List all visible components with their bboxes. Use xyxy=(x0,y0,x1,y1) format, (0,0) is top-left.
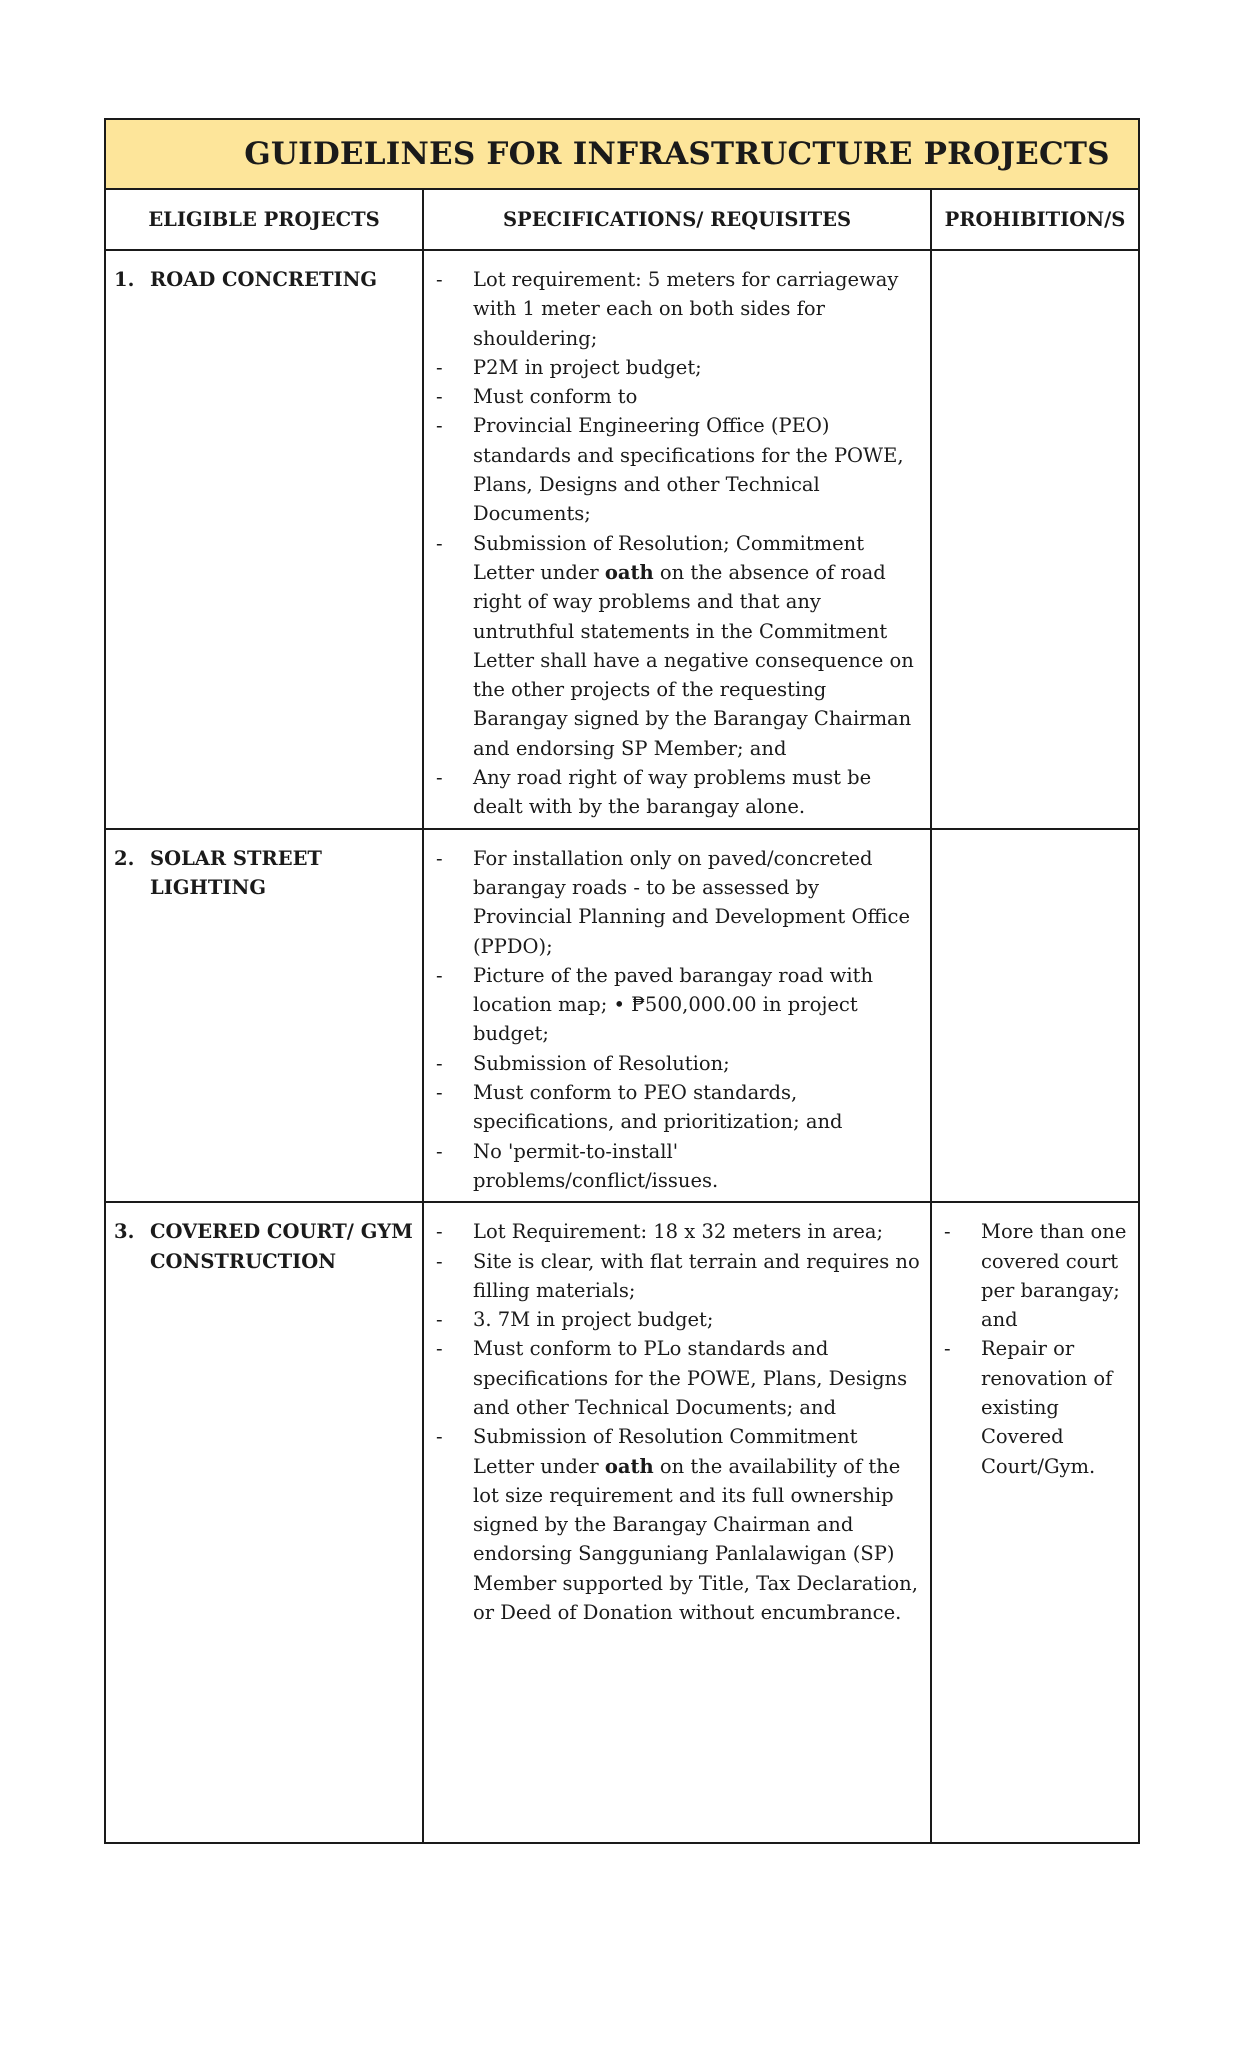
project-number: 3. xyxy=(114,1220,135,1244)
spec-text: Provincial Engineering Office (PEO) standards and specifications for the POWE, Plans, Designs and other Technical Documents; xyxy=(473,414,904,526)
bullet-dash: - xyxy=(436,531,443,555)
project-cell xyxy=(106,250,423,829)
spec-text-post: on the availability of the lot size requirement and its full ownership signed by the Barangay Chairman and endorsing Sangguniang Panlalawigan (SP) Member supported by Title, Tax Declaration, or Deed of Donation without encumbrance. xyxy=(473,1454,918,1625)
specs-list xyxy=(434,1217,924,1627)
spec-item xyxy=(434,353,924,382)
document-title: GUIDELINES FOR INFRASTRUCTURE PROJECTS xyxy=(106,120,1138,190)
specs-cell xyxy=(423,250,931,829)
bullet-dash: - xyxy=(436,1139,443,1163)
spec-item xyxy=(434,1247,924,1306)
project-cell xyxy=(106,829,423,1203)
bullet-dash: - xyxy=(436,963,443,987)
spec-text: Must conform to PEO standards, specifications, and prioritization; and xyxy=(473,1081,843,1134)
spec-text xyxy=(473,1422,924,1627)
spec-text: Lot Requirement: 18 x 32 meters in area; xyxy=(473,1220,884,1244)
bullet-dash: - xyxy=(436,1308,443,1332)
prohibition-text: Repair or renovation of existing Covered Court/Gym. xyxy=(981,1337,1113,1478)
specs-list xyxy=(434,265,924,822)
bullet-dash: - xyxy=(436,1249,443,1273)
spec-text: Must conform to PLo standards and specifications for the POWE, Plans, Designs and other Technical Documents; and xyxy=(473,1337,908,1419)
spec-text: Submission of Resolution; xyxy=(473,1051,730,1075)
project-row-solar-street-lighting xyxy=(106,829,1138,1203)
spec-text-pre: Submission of Resolution; Commitment Letter under xyxy=(473,531,865,584)
specs-cell xyxy=(423,1202,931,1842)
spec-text xyxy=(473,529,924,763)
header-prohibitions: PROHIBITION/S xyxy=(931,190,1138,250)
spec-item xyxy=(434,961,924,1049)
prohibitions-cell xyxy=(931,250,1138,829)
project-title xyxy=(114,1217,414,1276)
spec-item xyxy=(434,1422,924,1627)
spec-item xyxy=(434,844,924,961)
prohibition-item xyxy=(942,1334,1132,1480)
bullet-dash: - xyxy=(436,1081,443,1105)
project-cell xyxy=(106,1202,423,1842)
spec-item xyxy=(434,1217,924,1246)
spec-item xyxy=(434,1305,924,1334)
bullet-dash: - xyxy=(436,766,443,790)
spec-text: No 'permit-to-install' problems/conflict/issues. xyxy=(473,1139,719,1192)
spec-item xyxy=(434,1137,924,1196)
spec-item xyxy=(434,265,924,353)
spec-text: Must conform to xyxy=(473,385,638,409)
guidelines-table xyxy=(106,190,1138,1842)
spec-text: P2M in project budget; xyxy=(473,355,702,379)
header-row xyxy=(106,190,1138,250)
bullet-dash: - xyxy=(436,1051,443,1075)
prohibition-item xyxy=(942,1217,1132,1334)
header-specifications: SPECIFICATIONS/ REQUISITES xyxy=(423,190,931,250)
spec-text-pre: Submission of Resolution Commitment Letter under xyxy=(473,1425,858,1478)
spec-item xyxy=(434,1334,924,1422)
spec-item xyxy=(434,1049,924,1078)
specs-cell xyxy=(423,829,931,1203)
specs-list xyxy=(434,844,924,1196)
spec-text: Lot requirement: 5 meters for carriageway with 1 meter each on both sides for shouldering; xyxy=(473,268,899,350)
spec-item xyxy=(434,529,924,763)
project-title xyxy=(114,265,414,294)
prohibition-text: More than one covered court per barangay; and xyxy=(981,1220,1127,1332)
project-name: COVERED COURT/ GYM CONSTRUCTION xyxy=(150,1220,413,1273)
bullet-dash: - xyxy=(436,385,443,409)
project-number: 1. xyxy=(114,268,135,291)
guidelines-document xyxy=(104,118,1140,1844)
bullet-dash: - xyxy=(944,1220,951,1244)
bullet-dash: - xyxy=(436,355,443,379)
prohibitions-cell xyxy=(931,829,1138,1203)
project-title xyxy=(114,844,414,903)
spec-item xyxy=(434,1078,924,1137)
header-eligible-projects: ELIGIBLE PROJECTS xyxy=(106,190,423,250)
bullet-dash: - xyxy=(436,1337,443,1361)
spec-text-bold: oath xyxy=(604,1454,654,1478)
spec-text: Any road right of way problems must be dealt with by the barangay alone. xyxy=(473,766,872,819)
prohibitions-cell xyxy=(931,1202,1138,1842)
spec-text: For installation only on paved/concreted barangay roads - to be assessed by Provincial Planning and Development Office (PPDO); xyxy=(473,846,911,958)
spec-text-bold: oath xyxy=(604,560,654,584)
spec-item xyxy=(434,411,924,528)
project-name: SOLAR STREET LIGHTING xyxy=(150,846,322,899)
spec-item xyxy=(434,763,924,822)
spec-text-post: on the absence of road right of way problems and that any untruthful statements in the Commitment Letter shall have a negative consequence on the other projects of the requesting Barangay signed by the Barangay Chairman and endorsing SP Member; and xyxy=(473,560,914,760)
project-number: 2. xyxy=(114,846,135,870)
bullet-dash: - xyxy=(436,1425,443,1449)
project-row-road-concreting xyxy=(106,250,1138,829)
spec-text: Picture of the paved barangay road with location map; • ₱500,000.00 in project budget; xyxy=(473,963,873,1046)
bullet-dash: - xyxy=(436,268,443,291)
project-row-covered-court xyxy=(106,1202,1138,1842)
bullet-dash: - xyxy=(436,414,443,438)
spec-text: 3. 7M in project budget; xyxy=(473,1308,714,1332)
project-name: ROAD CONCRETING xyxy=(150,268,378,291)
bullet-dash: - xyxy=(944,1337,951,1361)
bullet-dash: - xyxy=(436,846,443,870)
bullet-dash: - xyxy=(436,1220,443,1244)
spec-text: Site is clear, with flat terrain and requires no filling materials; xyxy=(473,1249,920,1302)
spec-item xyxy=(434,382,924,411)
prohibitions-list xyxy=(942,1217,1132,1481)
